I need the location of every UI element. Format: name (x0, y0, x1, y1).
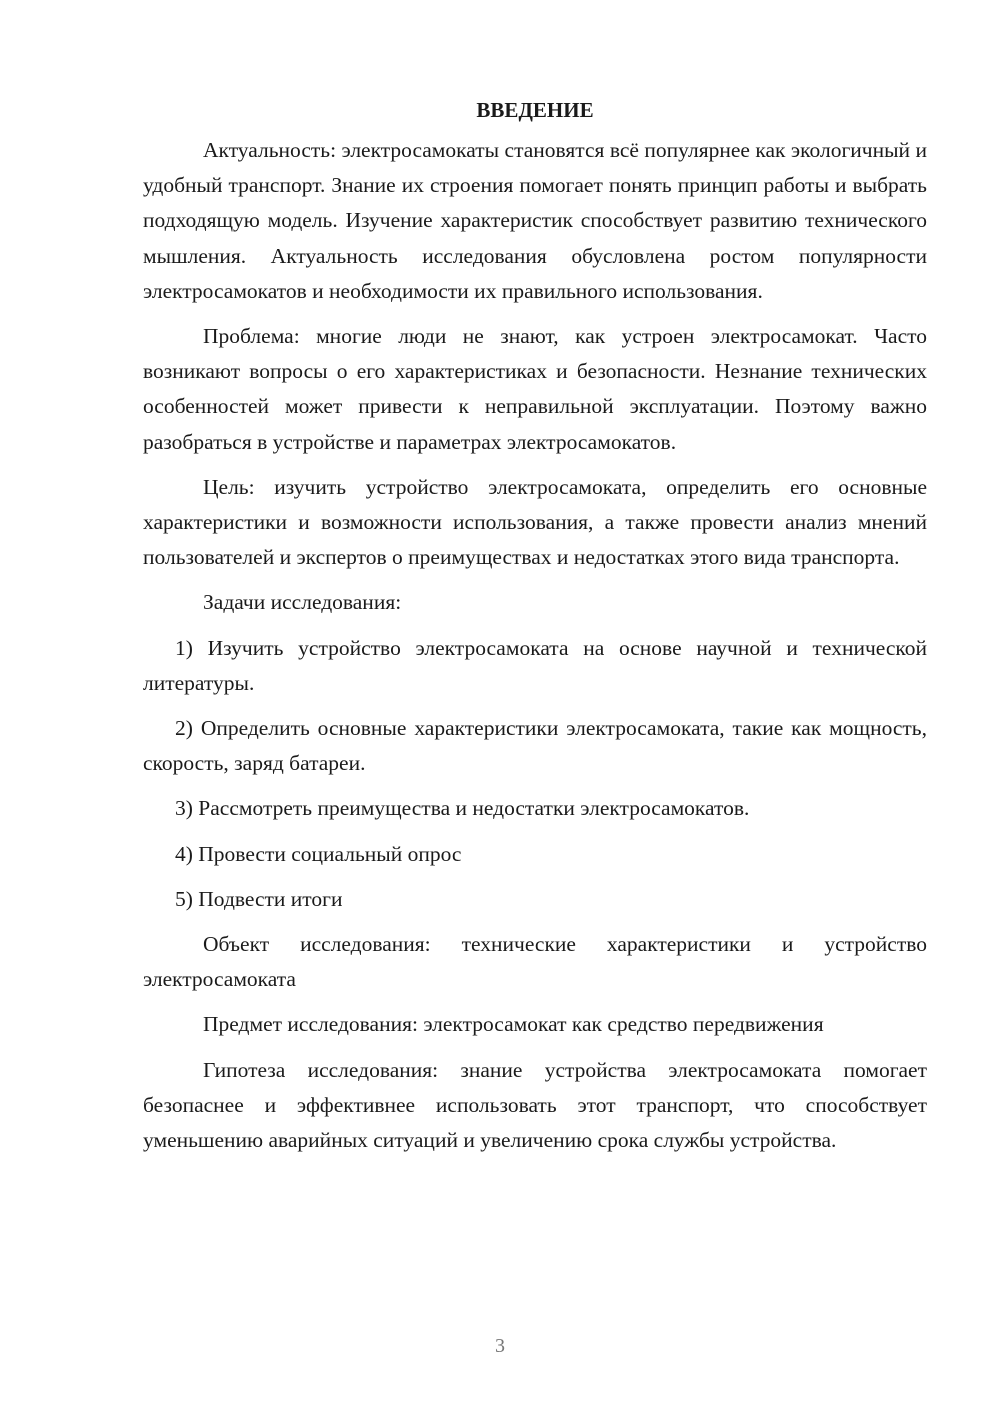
object-paragraph: Объект исследования: технические характеристики и устройство электросамоката (143, 932, 927, 992)
relevance-paragraph: Актуальность: электросамокаты становятся всё популярнее как экологичный и удобный транспорт. Знание их строения помогает понять принцип работы и выбрать подходящую модель. Изучение характеристик способствует развитию технического мышления. Актуальность исследования обусловлена ростом популярности электросамокатов и необходимости их правильного использования. (143, 138, 927, 303)
subject-paragraph: Предмет исследования: электросамокат как средство передвижения (203, 1012, 824, 1037)
hypothesis-paragraph: Гипотеза исследования: знание устройства электросамоката помогает безопаснее и эффективнее использовать этот транспорт, что способствует уменьшению аварийных ситуаций и увеличению срока службы устройства. (143, 1057, 927, 1153)
document-page (143, 93, 927, 1168)
problem-paragraph: Проблема: многие люди не знают, как устроен электросамокат. Часто возникают вопросы о его характеристиках и безопасности. Незнание технических особенностей может привести к неправильной эксплуатации. Поэтому важно разобраться в устройстве и параметрах электросамокатов. (143, 324, 927, 454)
task-item: 4) Провести социальный опрос (175, 841, 462, 866)
goal-paragraph: Цель: изучить устройство электросамоката, определить его основные характеристики и возможности использования, а также провести анализ мнений пользователей и экспертов о преимуществах и недостатках этого вида транспорта. (143, 474, 927, 570)
tasks-title: Задачи исследования: (203, 590, 402, 615)
tasks-list (143, 631, 927, 917)
task-item: 5) Подвести итоги (175, 886, 343, 911)
task-item: 1) Изучить устройство электросамоката на основе научной и технической литературы. (143, 635, 927, 695)
task-item: 2) Определить основные характеристики электросамоката, такие как мощность, скорость, заряд батареи. (143, 716, 927, 776)
task-item: 3) Рассмотреть преимущества и недостатки электросамокатов. (175, 796, 750, 821)
page-number: 3 (495, 1335, 505, 1357)
section-heading: ВВЕДЕНИЕ (476, 98, 594, 122)
